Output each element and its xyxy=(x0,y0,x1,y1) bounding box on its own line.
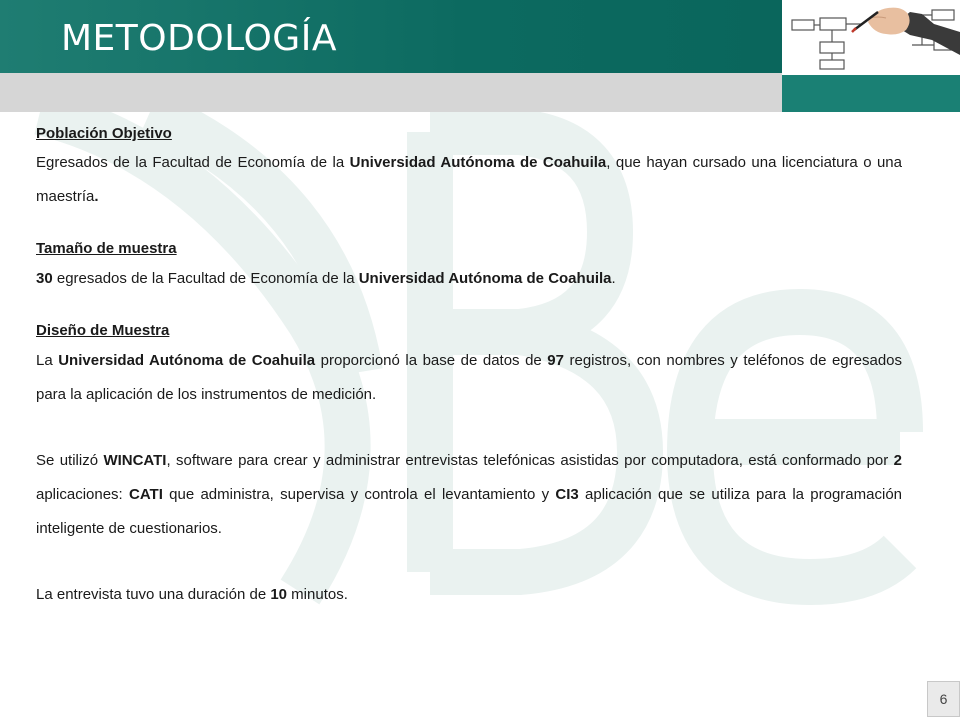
bold-segment: 97 xyxy=(547,352,564,369)
page-number: 6 xyxy=(927,681,960,717)
bold-segment: CATI xyxy=(129,486,163,503)
paragraph-diseno xyxy=(36,344,902,412)
text-segment: La entrevista tuvo una duración de xyxy=(36,586,271,603)
header-accent-block xyxy=(782,75,960,112)
methodology-content xyxy=(36,122,902,612)
flowchart-hand-drawing-icon xyxy=(782,0,960,75)
bold-segment: 10 xyxy=(270,586,288,603)
text-segment: que administra, supervisa y controla el levantamiento y xyxy=(162,486,556,503)
text-segment: aplicación que se utiliza para la programación inteligente de cuestionarios. xyxy=(36,486,902,537)
title-bar xyxy=(0,0,782,73)
bold-segment: CI3 xyxy=(555,486,579,503)
paragraph-wincati xyxy=(36,444,902,546)
bold-segment: Universidad Autónoma de Coahuila xyxy=(58,352,316,369)
text-segment: , que hayan cursado una licenciatura o una maestría xyxy=(36,154,902,205)
bold-segment: 30 xyxy=(36,270,53,287)
text-segment: aplicaciones: xyxy=(36,486,129,503)
page-title: METODOLOGÍA xyxy=(61,18,337,59)
paragraph-duracion xyxy=(36,578,902,612)
text-segment: . xyxy=(611,270,616,287)
section-heading-poblacion: Población Objetivo xyxy=(36,125,172,142)
paragraph-tamano xyxy=(36,262,902,296)
text-segment: , software para crear y administrar entrevistas telefónicas asistidas por computadora, está conformado por xyxy=(166,452,894,469)
bold-segment: . xyxy=(94,188,99,205)
text-segment: Se utilizó xyxy=(36,452,104,469)
text-segment: minutos. xyxy=(287,586,348,603)
text-segment: Egresados de la Facultad de Economía de la xyxy=(36,154,350,171)
text-segment: registros, con nombres y teléfonos de egresados para la aplicación de los instrumentos de medición. xyxy=(36,352,902,403)
bold-segment: Universidad Autónoma de Coahuila xyxy=(349,154,607,171)
section-heading-tamano: Tamaño de muestra xyxy=(36,240,177,257)
text-segment: egresados de la Facultad de Economía de la xyxy=(52,270,359,287)
section-heading-diseno: Diseño de Muestra xyxy=(36,322,170,339)
bold-segment: Universidad Autónoma de Coahuila xyxy=(358,270,612,287)
bold-segment: 2 xyxy=(893,452,902,469)
subtitle-band xyxy=(0,73,782,112)
text-segment: proporcionó la base de datos de xyxy=(315,352,548,369)
flowchart-illustration xyxy=(782,0,960,75)
text-segment: La xyxy=(36,352,59,369)
bold-segment: WINCATI xyxy=(103,452,167,469)
paragraph-poblacion xyxy=(36,146,902,214)
